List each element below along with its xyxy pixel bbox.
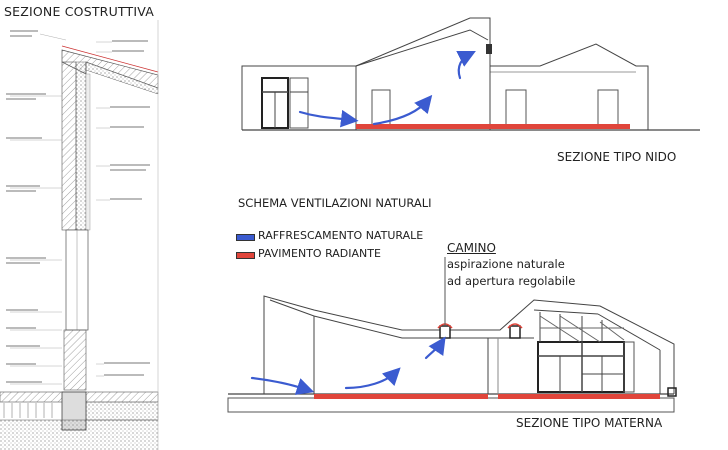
title-sezione-nido: SEZIONE TIPO NIDO	[557, 150, 677, 164]
camino-description-line2: ad apertura regolabile	[447, 274, 576, 288]
nido-section-drawing	[242, 18, 700, 130]
legend-swatch-pavimento	[236, 252, 255, 259]
camino-description-line1: aspirazione naturale	[447, 257, 565, 271]
title-sezione-materna: SEZIONE TIPO MATERNA	[516, 416, 663, 430]
title-sezione-costruttiva: SEZIONE COSTRUTTIVA	[4, 4, 154, 19]
legend-label-raffrescamento: RAFFRESCAMENTO NATURALE	[258, 229, 424, 242]
legend-swatch-raffrescamento	[236, 234, 255, 241]
legend-label-pavimento: PAVIMENTO RADIANTE	[258, 247, 381, 260]
camino-title: CAMINO	[447, 241, 496, 255]
title-schema-ventilazioni: SCHEMA VENTILAZIONI NATURALI	[238, 196, 432, 210]
nido-airflow-arrows	[300, 54, 470, 124]
constructive-section-drawing	[0, 20, 158, 450]
materna-airflow-arrows	[252, 342, 442, 390]
